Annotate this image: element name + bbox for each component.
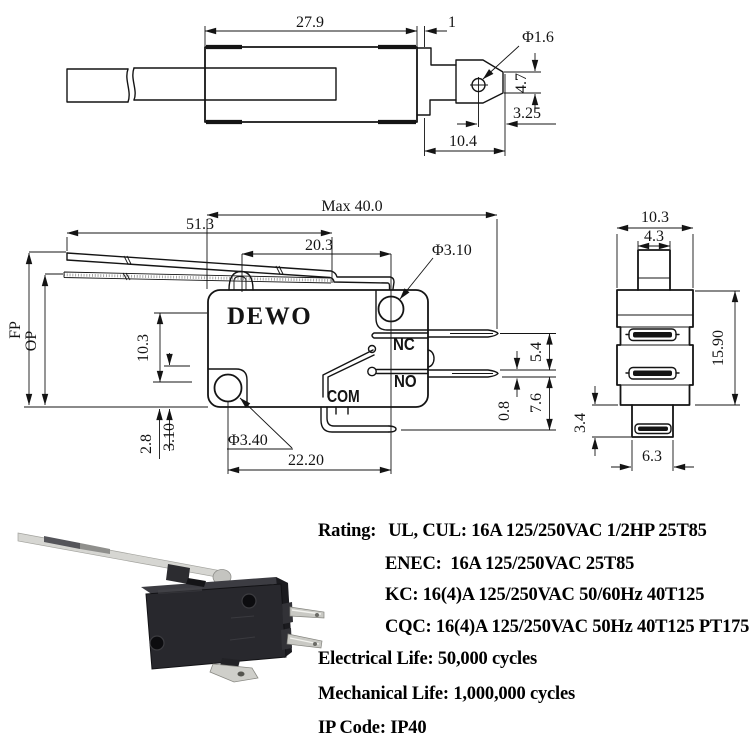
dim-arm-length: 27.9 (296, 14, 324, 31)
dim-body-height: 15.90 (710, 330, 727, 366)
dim-nc-no-gap: 5.4 (528, 342, 545, 362)
rating-line-ul-cul: UL, CUL: 16A 125/250VAC 1/2HP 25T85 (388, 521, 707, 541)
dim-plunger-to-hole: 20.3 (305, 237, 333, 254)
dim-terminal-length: 10.4 (449, 133, 477, 150)
dim-max-length: Max 40.0 (321, 198, 383, 215)
rating-line-kc: KC: 16(4)A 125/250VAC 50/60Hz 40T125 (385, 585, 705, 605)
product-photo (0, 500, 340, 750)
com-terminal (321, 407, 396, 432)
rating-line-cqc: CQC: 16(4)A 125/250VAC 50Hz 40T125 PT175 (385, 617, 750, 637)
photo-body (141, 577, 293, 669)
dim-body-width: 10.3 (641, 209, 669, 226)
lever-terminal-view (67, 14, 556, 156)
rating-line-enec: ENEC: 16A 125/250VAC 25T85 (385, 554, 635, 574)
mechanical-life: Mechanical Life: 1,000,000 cycles (318, 684, 575, 704)
dim-plunger-width: 4.3 (644, 228, 664, 245)
dim-bottom-width: 6.3 (642, 448, 662, 465)
dim-hole-height: 10.3 (135, 334, 152, 362)
dim-top-hole-dia: Φ3.10 (432, 242, 472, 259)
brand-logo: DEWO (227, 303, 313, 330)
dim-hole-edge-a: 2.8 (138, 434, 155, 454)
dim-hole-spacing: 22.20 (288, 452, 324, 469)
no-terminal (428, 370, 498, 377)
dim-no-com-gap: 7.6 (528, 393, 545, 413)
side-view-outline (617, 250, 693, 437)
dim-bottom-terminal-height: 3.4 (572, 413, 589, 433)
dim-end-gap: 1 (448, 14, 456, 31)
rating-label: Rating: (318, 521, 377, 541)
dim-hole-edge-b: 3.10 (161, 423, 178, 451)
op-label: OP (23, 330, 40, 352)
switch-front-view (7, 198, 556, 474)
nc-terminal (428, 330, 498, 337)
dim-lever-length: 51.3 (186, 216, 214, 233)
lever-operated-position (64, 272, 331, 283)
side-terminal-slot-1 (626, 329, 679, 341)
ip-code: IP Code: IP40 (318, 718, 427, 738)
rating-row (318, 521, 707, 542)
dim-hole-to-end: 3.25 (513, 105, 541, 122)
nc-label: NC (393, 333, 415, 355)
photo-hole-bottom (150, 636, 164, 650)
side-terminal-slot-bottom (635, 424, 671, 434)
electrical-life: Electrical Life: 50,000 cycles (318, 649, 537, 669)
lever-terminal-outline (67, 47, 503, 122)
lever-free-position (67, 253, 394, 289)
switch-side-view (572, 209, 740, 471)
no-label: NO (394, 370, 417, 392)
photo-lever (18, 533, 231, 585)
fp-label: FP (7, 321, 24, 339)
side-terminal-slot-2 (626, 368, 679, 380)
dim-bottom-hole-dia: Φ3.40 (228, 432, 268, 449)
photo-hole-top (242, 594, 256, 608)
bottom-mounting-hole (215, 375, 242, 402)
dim-hole-dia: Φ1.6 (522, 29, 554, 46)
front-view-dimensions (24, 215, 556, 474)
dim-terminal-height: 4.7 (513, 73, 530, 93)
dim-terminal-thickness: 0.8 (496, 401, 513, 421)
com-label: COM (327, 386, 360, 407)
